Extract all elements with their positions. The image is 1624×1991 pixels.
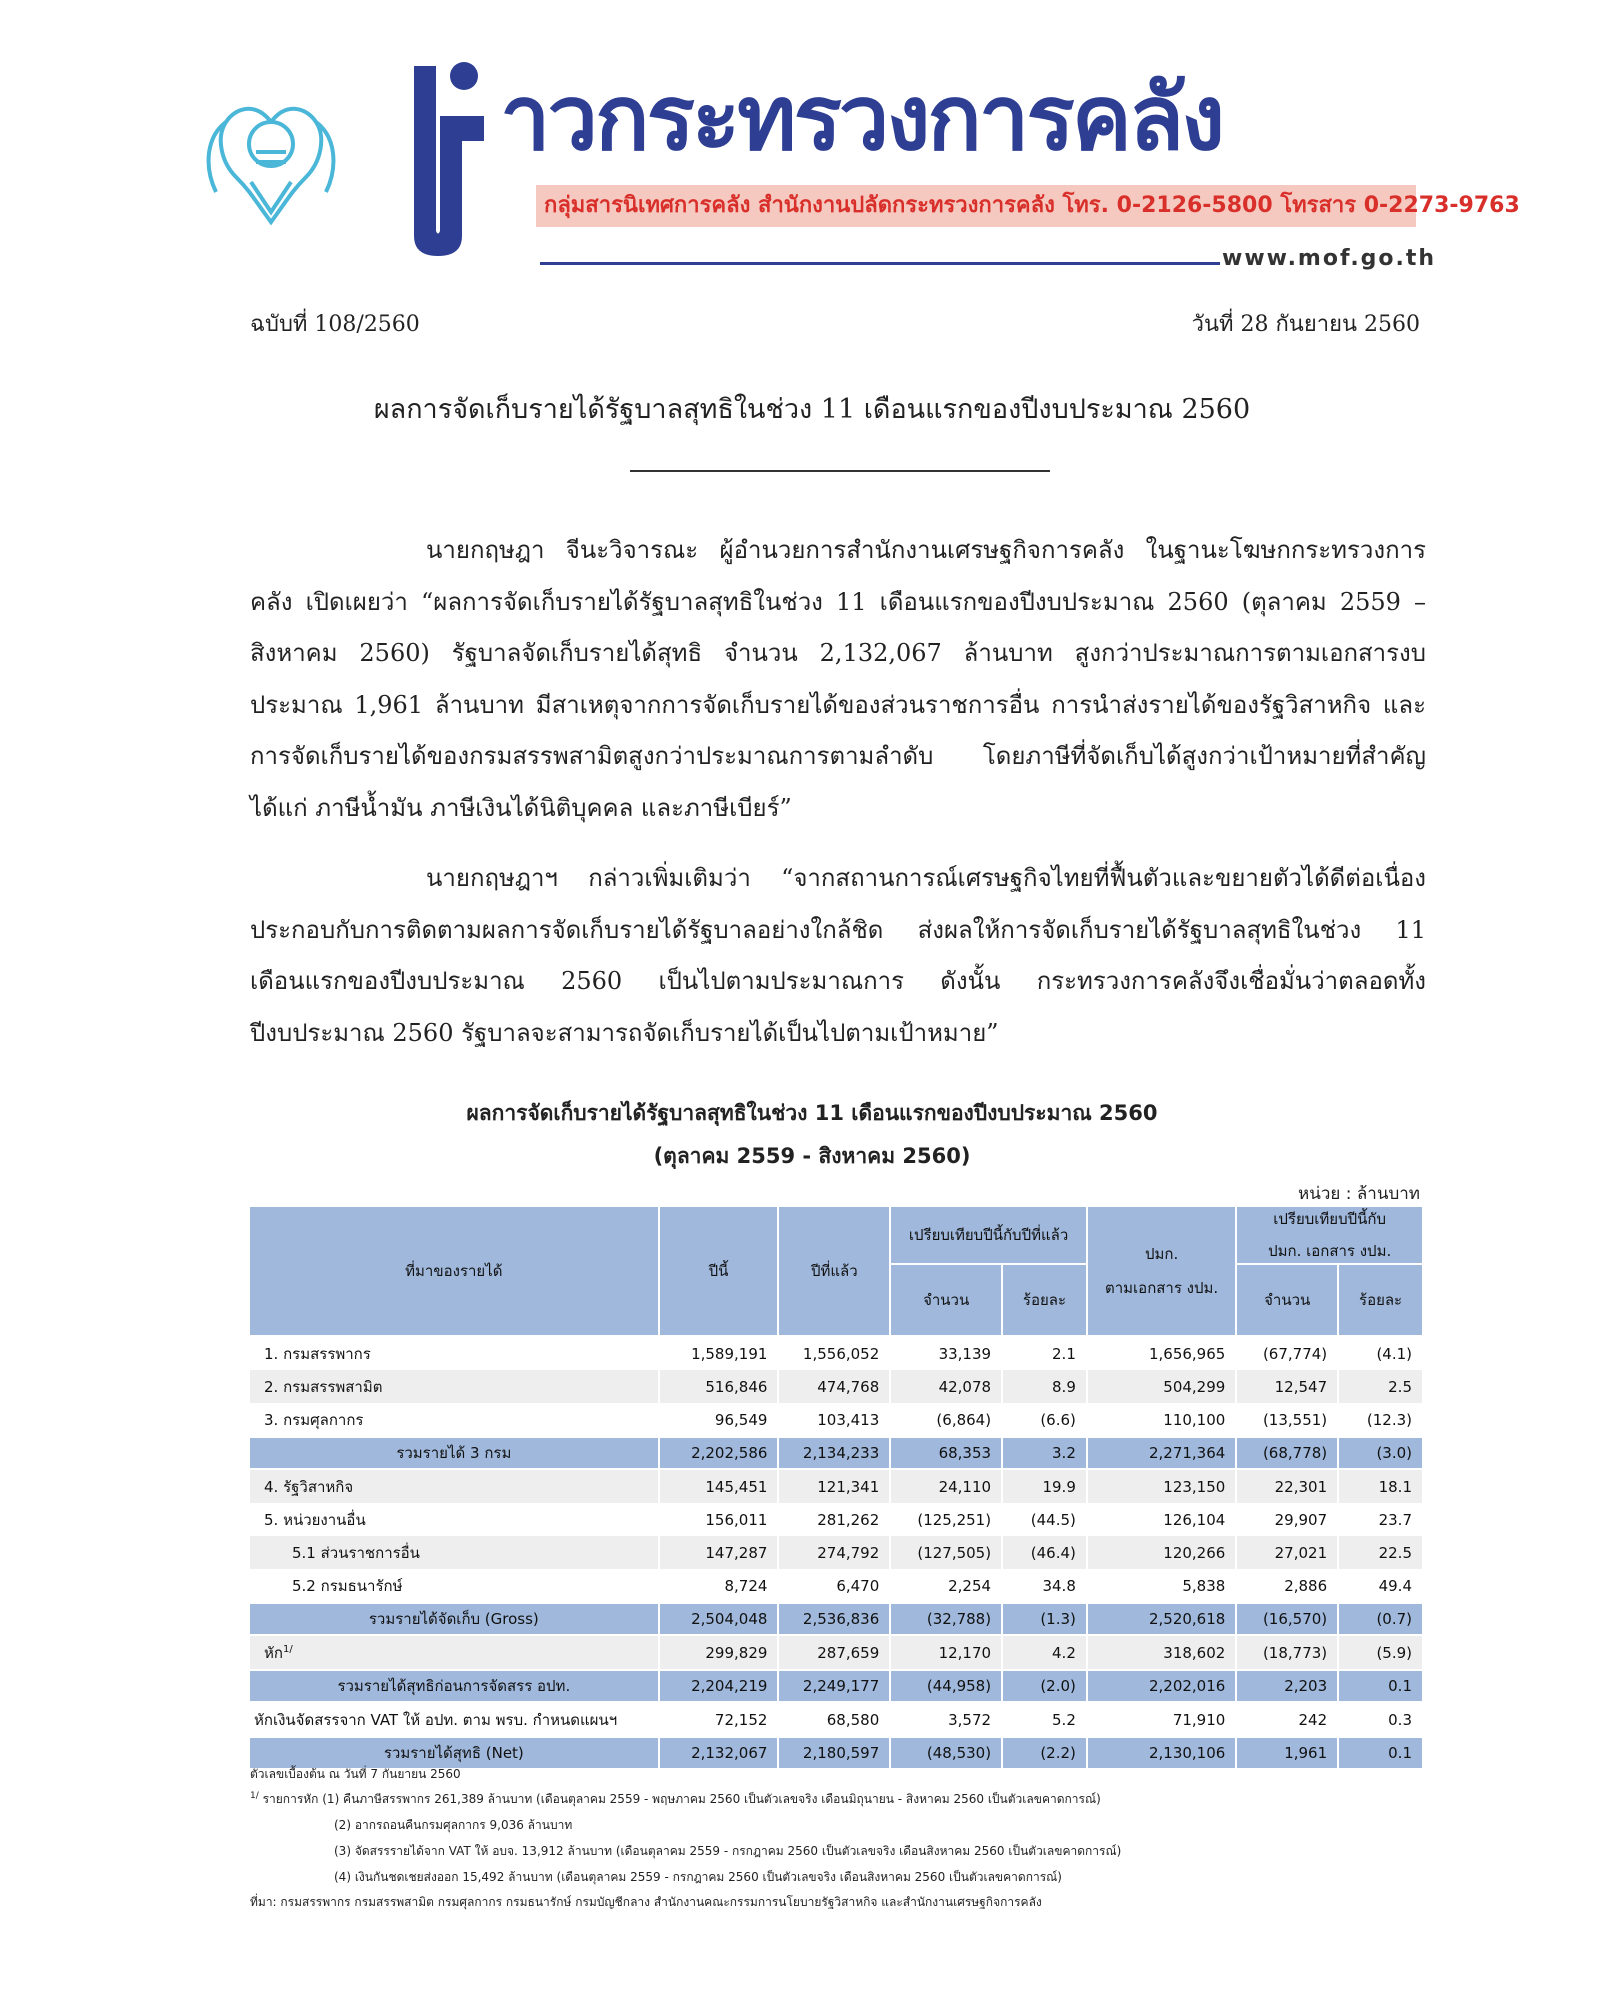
footnote-item3: (3) จัดสรรรายได้จาก VAT ให้ อบจ. 13,912 ล้านบาท (เดือนตุลาคม 2559 - กรกฎาคม 2560 เป็นตัวเลขจริง เดือนสิงหาคม 2560 เป็นตัวเลขคาดการณ์): [334, 1844, 1122, 1858]
table-row-subtotal: [249, 1437, 1423, 1469]
header-estimate-line2: ตามเอกสาร งปม.: [1105, 1279, 1219, 1297]
cell-diff: (32,788): [890, 1603, 1002, 1635]
cell-diff-est: (16,570): [1236, 1603, 1338, 1635]
cell-diff-est: 12,547: [1236, 1370, 1338, 1403]
header-source: ที่มาของรายได้: [249, 1206, 659, 1336]
cell-last-year: 6,470: [778, 1569, 890, 1603]
cell-pct: 34.8: [1002, 1569, 1087, 1603]
footnote-item2: (2) อากรถอนคืนกรมศุลกากร 9,036 ล้านบาท: [334, 1818, 573, 1832]
cell-this-year: 147,287: [659, 1536, 779, 1569]
table-row: [249, 1403, 1423, 1437]
cell-last-year: 68,580: [778, 1702, 890, 1737]
footnote-source: ที่มา: กรมสรรพากร กรมสรรพสามิต กรมศุลกากร กรมธนารักษ์ กรมบัญชีกลาง สำนักงานคณะกรรมการนโยบายรัฐวิสาหกิจ และสำนักงานเศรษฐกิจการคลัง: [250, 1895, 1042, 1909]
cell-this-year: 145,451: [659, 1469, 779, 1503]
table-unit: หน่วย : ล้านบาท: [1298, 1184, 1420, 1204]
footnote-mark: 1/: [282, 1643, 293, 1655]
footnote-item4: (4) เงินกันชดเชยส่งออก 15,492 ล้านบาท (เดือนตุลาคม 2559 - กรกฎาคม 2560 เป็นตัวเลขจริง เดือนสิงหาคม 2560 เป็นตัวเลขคาดการณ์): [334, 1870, 1062, 1884]
cell-diff: 42,078: [890, 1370, 1002, 1403]
row-label: รวมรายได้สุทธิก่อนการจัดสรร อปท.: [249, 1670, 659, 1702]
cell-diff-est: 1,961: [1236, 1737, 1338, 1769]
cell-diff-est: 2,203: [1236, 1670, 1338, 1702]
table-subtitle: (ตุลาคม 2559 - สิงหาคม 2560): [653, 1144, 971, 1168]
cell-last-year: 287,659: [778, 1635, 890, 1670]
cell-this-year: 96,549: [659, 1403, 779, 1437]
cell-pct-est: 0.3: [1338, 1702, 1423, 1737]
cell-pct-est: (5.9): [1338, 1635, 1423, 1670]
row-label: 1. กรมสรรพากร: [249, 1336, 659, 1370]
cell-diff: 24,110: [890, 1469, 1002, 1503]
cell-pct: 8.9: [1002, 1370, 1087, 1403]
cell-diff: (125,251): [890, 1503, 1002, 1536]
header-amount-est: จำนวน: [1236, 1264, 1338, 1336]
cell-last-year: 121,341: [778, 1469, 890, 1503]
header-estimate: [1087, 1206, 1236, 1336]
header-compare-estimate-line2: ปมก. เอกสาร งปม.: [1268, 1242, 1392, 1260]
cell-pct-est: 23.7: [1338, 1503, 1423, 1536]
cell-pct-est: 49.4: [1338, 1569, 1423, 1603]
cell-diff: 3,572: [890, 1702, 1002, 1737]
header-estimate-line1: ปมก.: [1144, 1245, 1179, 1263]
row-label: รวมรายได้จัดเก็บ (Gross): [249, 1603, 659, 1635]
row-label: 3. กรมศุลกากร: [249, 1403, 659, 1437]
cell-diff-est: (68,778): [1236, 1437, 1338, 1469]
table-row: [249, 1469, 1423, 1503]
cell-pct: 2.1: [1002, 1336, 1087, 1370]
website-link[interactable]: www.mof.go.th: [1222, 246, 1437, 271]
brand-divider: [540, 262, 1220, 265]
table-row: [249, 1336, 1423, 1370]
cell-estimate: 2,202,016: [1087, 1670, 1236, 1702]
cell-diff-est: 2,886: [1236, 1569, 1338, 1603]
paragraph-2: นายกฤษฎาฯ กล่าวเพิ่มเติมว่า “จากสถานการณ์เศรษฐกิจไทยที่ฟื้นตัวและขยายตัวได้ดีต่อเนื่องประกอบกับการติดตามผลการจัดเก็บรายได้รัฐบาลอย่างใกล้ชิด ส่งผลให้การจัดเก็บรายได้รัฐบาลสุทธิในช่วง 11 เดือนแรกของปีงบประมาณ 2560 เป็นไปตามประมาณการ ดังนั้น กระทรวงการคลังจึงเชื่อมั่นว่าตลอดทั้งปีงบประมาณ 2560 รัฐบาลจะสามารถจัดเก็บรายได้เป็นไปตามเป้าหมาย”: [250, 864, 1426, 1047]
cell-last-year: 2,180,597: [778, 1737, 890, 1769]
cell-estimate: 2,130,106: [1087, 1737, 1236, 1769]
brand-initial-letter: [392, 46, 484, 260]
cell-last-year: 2,536,836: [778, 1603, 890, 1635]
cell-estimate: 126,104: [1087, 1503, 1236, 1536]
cell-pct-est: 22.5: [1338, 1536, 1423, 1569]
cell-pct: (2.2): [1002, 1737, 1087, 1769]
cell-pct: 4.2: [1002, 1635, 1087, 1670]
cell-diff: 68,353: [890, 1437, 1002, 1469]
cell-estimate: 110,100: [1087, 1403, 1236, 1437]
row-label-text: หัก: [264, 1643, 283, 1662]
row-label: 5.2 กรมธนารักษ์: [249, 1569, 659, 1603]
cell-this-year: 2,132,067: [659, 1737, 779, 1769]
cell-pct-est: 2.5: [1338, 1370, 1423, 1403]
footnote-preliminary: ตัวเลขเบื้องต้น ณ วันที่ 7 กันยายน 2560: [250, 1767, 461, 1781]
cell-pct: 19.9: [1002, 1469, 1087, 1503]
cell-diff: 12,170: [890, 1635, 1002, 1670]
headline-underline: [630, 470, 1050, 472]
cell-pct: 3.2: [1002, 1437, 1087, 1469]
table-row: [249, 1370, 1423, 1403]
row-label: รวมรายได้สุทธิ (Net): [249, 1737, 659, 1769]
issue-number: ฉบับที่ 108/2560: [250, 312, 420, 337]
header-percent: ร้อยละ: [1002, 1264, 1087, 1336]
cell-estimate: 5,838: [1087, 1569, 1236, 1603]
table-title: ผลการจัดเก็บรายได้รัฐบาลสุทธิในช่วง 11 เดือนแรกของปีงบประมาณ 2560: [466, 1101, 1158, 1125]
cell-estimate: 120,266: [1087, 1536, 1236, 1569]
cell-pct-est: (12.3): [1338, 1403, 1423, 1437]
cell-last-year: 103,413: [778, 1403, 890, 1437]
table-row: [249, 1635, 1423, 1670]
cell-this-year: 72,152: [659, 1702, 779, 1737]
cell-pct: 5.2: [1002, 1702, 1087, 1737]
cell-diff-est: 242: [1236, 1702, 1338, 1737]
cell-this-year: 2,202,586: [659, 1437, 779, 1469]
row-label: หักเงินจัดสรรจาก VAT ให้ อปท. ตาม พรบ. กำหนดแผนฯ: [249, 1702, 659, 1737]
revenue-table: [248, 1205, 1424, 1770]
cell-diff-est: 27,021: [1236, 1536, 1338, 1569]
cell-this-year: 156,011: [659, 1503, 779, 1536]
cell-estimate: 2,271,364: [1087, 1437, 1236, 1469]
cell-diff: (127,505): [890, 1536, 1002, 1569]
cell-this-year: 2,504,048: [659, 1603, 779, 1635]
header-last-year: ปีที่แล้ว: [778, 1206, 890, 1336]
cell-this-year: 2,204,219: [659, 1670, 779, 1702]
cell-estimate: 123,150: [1087, 1469, 1236, 1503]
cell-last-year: 1,556,052: [778, 1336, 890, 1370]
table-row-gross-total: [249, 1603, 1423, 1635]
cell-pct-est: (3.0): [1338, 1437, 1423, 1469]
cell-estimate: 504,299: [1087, 1370, 1236, 1403]
table-row: [249, 1536, 1423, 1569]
header-compare-last-year: เปรียบเทียบปีนี้กับปีที่แล้ว: [890, 1206, 1087, 1264]
cell-last-year: 281,262: [778, 1503, 890, 1536]
cell-pct: (1.3): [1002, 1603, 1087, 1635]
table-row: [249, 1569, 1423, 1603]
cell-last-year: 274,792: [778, 1536, 890, 1569]
row-label: รวมรายได้ 3 กรม: [249, 1437, 659, 1469]
cell-diff-est: 29,907: [1236, 1503, 1338, 1536]
cell-pct-est: 0.1: [1338, 1737, 1423, 1769]
cell-diff: 2,254: [890, 1569, 1002, 1603]
cell-pct: (2.0): [1002, 1670, 1087, 1702]
cell-estimate: 1,656,965: [1087, 1336, 1236, 1370]
paragraph-1: นายกฤษฎา จีนะวิจารณะ ผู้อำนวยการสำนักงานเศรษฐกิจการคลัง ในฐานะโฆษกกระทรวงการคลัง เปิดเผยว่า “ผลการจัดเก็บรายได้รัฐบาลสุทธิในช่วง 11 เดือนแรกของปีงบประมาณ 2560 (ตุลาคม 2559 – สิงหาคม 2560) รัฐบาลจัดเก็บรายได้สุทธิ จำนวน 2,132,067 ล้านบาท สูงกว่าประมาณการตามเอกสารงบประมาณ 1,961 ล้านบาท มีสาเหตุจากการจัดเก็บรายได้ของส่วนราชการอื่น การนำส่งรายได้ของรัฐวิสาหกิจ และการจัดเก็บรายได้ของกรมสรรพสามิตสูงกว่าประมาณการตามลำดับ โดยภาษีที่จัดเก็บได้สูงกว่าเป้าหมายที่สำคัญ ได้แก่ ภาษีน้ำมัน ภาษีเงินได้นิติบุคคล และภาษีเบียร์”: [250, 536, 1426, 822]
cell-last-year: 474,768: [778, 1370, 890, 1403]
cell-pct: (46.4): [1002, 1536, 1087, 1569]
cell-pct-est: 0.1: [1338, 1670, 1423, 1702]
header-compare-estimate-line1: เปรียบเทียบปีนี้กับ: [1273, 1210, 1387, 1228]
header-amount: จำนวน: [890, 1264, 1002, 1336]
row-label: 4. รัฐวิสาหกิจ: [249, 1469, 659, 1503]
garuda-emblem-icon: [196, 82, 346, 232]
row-label: 2. กรมสรรพสามิต: [249, 1370, 659, 1403]
row-label: [249, 1635, 659, 1670]
brand-subtitle: กลุ่มสารนิเทศการคลัง สำนักงานปลัดกระทรวงการคลัง โทร. 0-2126-5800 โทรสาร 0-2273-9763: [544, 193, 1520, 218]
cell-pct: (44.5): [1002, 1503, 1087, 1536]
cell-this-year: 299,829: [659, 1635, 779, 1670]
cell-last-year: 2,134,233: [778, 1437, 890, 1469]
cell-diff: (48,530): [890, 1737, 1002, 1769]
row-label: 5.1 ส่วนราชการอื่น: [249, 1536, 659, 1569]
cell-diff: 33,139: [890, 1336, 1002, 1370]
cell-estimate: 71,910: [1087, 1702, 1236, 1737]
cell-estimate: 318,602: [1087, 1635, 1236, 1670]
cell-this-year: 516,846: [659, 1370, 779, 1403]
cell-diff: (44,958): [890, 1670, 1002, 1702]
cell-diff-est: 22,301: [1236, 1469, 1338, 1503]
cell-estimate: 2,520,618: [1087, 1603, 1236, 1635]
brand-title: าวกระทรวงการคลัง: [500, 66, 1223, 171]
cell-this-year: 1,589,191: [659, 1336, 779, 1370]
issue-date: วันที่ 28 กันยายน 2560: [1191, 312, 1420, 337]
footnote-item1: [250, 1790, 1101, 1809]
table-row: [249, 1702, 1423, 1737]
cell-pct-est: (0.7): [1338, 1603, 1423, 1635]
cell-diff: (6,864): [890, 1403, 1002, 1437]
header-this-year: ปีนี้: [659, 1206, 779, 1336]
cell-pct: (6.6): [1002, 1403, 1087, 1437]
cell-diff-est: (67,774): [1236, 1336, 1338, 1370]
table-row: [249, 1503, 1423, 1536]
table-row-pre-allocation-total: [249, 1670, 1423, 1702]
row-label: 5. หน่วยงานอื่น: [249, 1503, 659, 1536]
header-compare-estimate: [1236, 1206, 1423, 1264]
cell-this-year: 8,724: [659, 1569, 779, 1603]
cell-pct-est: 18.1: [1338, 1469, 1423, 1503]
cell-last-year: 2,249,177: [778, 1670, 890, 1702]
cell-pct-est: (4.1): [1338, 1336, 1423, 1370]
footnote-item1-text: รายการหัก (1) คืนภาษีสรรพากร 261,389 ล้านบาท (เดือนตุลาคม 2559 - พฤษภาคม 2560 เป็นตัวเลขจริง เดือนมิถุนายน - สิงหาคม 2560 เป็นตัวเลขคาดการณ์): [262, 1792, 1101, 1806]
cell-diff-est: (18,773): [1236, 1635, 1338, 1670]
footnote-mark: 1/: [250, 1791, 259, 1801]
page-title: ผลการจัดเก็บรายได้รัฐบาลสุทธิในช่วง 11 เดือนแรกของปีงบประมาณ 2560: [373, 394, 1251, 425]
cell-diff-est: (13,551): [1236, 1403, 1338, 1437]
header-percent-est: ร้อยละ: [1338, 1264, 1423, 1336]
